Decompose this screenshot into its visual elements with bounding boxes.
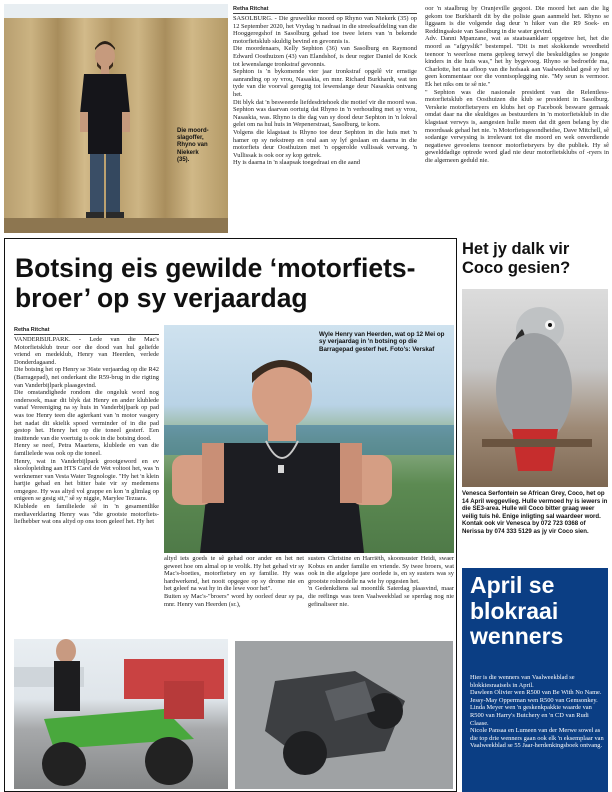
headline-line-1: Botsing eis gewilde ‘motorfiets- — [15, 253, 416, 283]
victim-photo — [4, 4, 228, 233]
main-byline: Retha Ritchat — [14, 327, 159, 335]
main-photo-caption: Wyle Henry van Heerden, wat op 12 Mei op sy verjaardag in 'n botsing op die Barragepad gesterf het. Foto's: Verskaf — [319, 331, 445, 353]
henry-photo — [164, 325, 454, 553]
rider-figure — [14, 639, 228, 789]
main-story-col-2: altyd iets goeds te sê gehad oor ander en het net geweet hoe om almal op te vrolik. Hy het gehad vir sy Mac's-boeties, motorfietsry en sy familie. Hy was hardwerkend, het nooit opgegee op sy drome nie en het geleef na wat hy in die lewe voor het". Buiten sy Mac's-"broers" word hy oorleef deur sy pa, mnr. Henry van Heerden (sr.), — [164, 555, 304, 608]
main-story-box — [4, 238, 457, 792]
man-gesture-figure — [164, 325, 454, 553]
coco-headline: Het jy dalk vir Coco gesien? — [462, 240, 571, 277]
photo-caption: Die moord- slagoffer, Rhyno van Niekerk (35). — [177, 128, 209, 163]
wreck-photo — [235, 641, 453, 789]
top-story-col-2: oor 'n staalbrug by Oranjeville gegooi. Die moord het aan die lig gekom toe Burkhardt dit by die polisie gaan aanmeld het. Rhyno se liggaam is die volgende dag deur 'n hiker van die R9 Soek- en Reddingsaksie van Sasolburg in die water gevind. Adv. Danni Mpanzane, wat as staatsaanklaer opgetree het, het die moord as "afgryslik" bestempel. "Dit is met skokkende wreedheid teenoor 'n weerlose mens gepleeg terwyl die beskuldigdes se jongste kinders in die huis was," het hy bygevoeg. Rhyno se bedroefde ma, Charlotte, het na afloop van die hofsaak aan Vaalweekblad gesê sy het geen kommentaar oor die vonnisoplegging nie. "My seun is vermoor. Ek het niks om te sê nie." " Sephton was die nasionale president van die Relentless-motorfietsklub en Oosthuizen die klub se president in Sasolburg. Verskeie motorfietsryers en klubs het op Facebook besware gemaak omdat daar na die skuldiges as bestuurders in 'n motorfietsklub in die klagstaat verwys is, aangesien hulle meen dat dit geen belang by die moordsaak gehad het nie. 'n Motorfietsgesondheidse, Dave Mitchell, sê sodanige verwysing is irrelevant tot die moord en wek onverdiende negatiewe gevoelens teenoor motorfietsryers by die publiek. Hy sê gewelddadige optrede word glad nie deur motorfietsklubs of -ryers in die algemeen geduld nie. — [425, 5, 609, 164]
parrot-figure — [462, 289, 608, 487]
main-headline — [15, 253, 455, 313]
winners-box — [462, 568, 608, 792]
top-byline: Retha Ritchat — [233, 6, 417, 14]
winners-body: Hier is die wenners van Vaalweekblad se blokkiesraaisels in April. Dawleen Olivier wen R500 van Be With No Name. Jessy-May Opperman wen R500 van Gemsonkey. Linda Meyer wen 'n geskenkpakkie waarde van R500 van Harry's Butchery en 'n CD van Rudi Claase. Nicole Pansaa en Lumeen van der Merwe sowel as die top drie wenners gaan ook elk 'n eksemplaar van Vaalweekblad se 55 Jaar-herdenkingsboek ontvang. — [470, 674, 604, 750]
top-story-col-1: SASOLBURG. - Die gruwelike moord op Rhyno van Niekerk (35) op 12 September 2020, het Vrydag 'n nadraai in die streeksafdeling van die Hooggeregshof in Sasolburg gehad toe twee leiers van 'n bekende motorfietsklub skuldig bevind en gevonnis is. Die moordenaars, Kelly Sephton (36) van Sasolburg en Raymond Edward Oosthuizen (43) van Elandshof, is deur regter Daniel de Kock tot lewenslange tronkstraf gevonnis. Sephton is 'n bykomende vier jaar tronkstraf opgelê vir ernstige aanranding op sy vrou, Nasaskia, en mnr. Richard Burkhardt, wat ten tyde van die voorval geregtig tot lewenslange deur Nasaskia ontvang het. Dit blyk dat 'n besweerde liefdesdriehoek die motief vir die moord was. Sephton was daarvan oortuig dat Rhyno in 'n verhouding met sy vrou, Nasaskia, was. Rhyno is die dag van sy dood deur Sephton in 'n lokval gelei om na hul huis in Wepenerstraat, Sasolburg, te kom. Volgens die klagstaat is Rhyno toe deur Sephton in die huis met 'n hamer op sy nekstreep en oral aan sy lyf geslaan en daarna in die motorfiets deur Oosthuizen met 'n opgerolde vullissak vervang. 'n Vullissak is ook oor sy kop getrek. Hy is daarna in 'n slaapsak toegedraai en die aand — [233, 15, 417, 167]
winners-headline: April se blokraai wenners — [470, 572, 564, 649]
motorcycle-rider-photo — [14, 639, 228, 789]
main-story-col-3: susters Christine en Harriëth, skoonsuster Heidi, swaer Kobus en ander familie en vriende. Sy twee broers, wat ook in die afgelope jare oorlede is, en sy susters was sy grootste rolmodelle na wie hy opgesien het. 'n Gedenkdiens sal moontlik Saterdag plaasvind, maar die reëlings was teen Vaalweekblad se sperdag nog nie gefinaliseer nie. — [308, 555, 454, 608]
headline-line-2: broer’ op sy verjaardag — [15, 283, 308, 313]
person-figure — [4, 4, 228, 233]
coco-caption: Venesca Serfontein se African Grey, Coco, het op 14 April weggevlieg. Hulle vermoed hy is iewers in die SE3-area. Hulle wil Coco bitter graag weer veilig tuis hê. Enige inligting sal waardeer word. Kontak ook vir Venesca by 072 723 0368 of Nerissa by 074 333 5129 as jy vir Coco sien. — [462, 490, 608, 535]
parrot-photo — [462, 289, 608, 487]
main-story-col-1: VANDERBIJLPARK. - Lede van die Mac's Motorfietsklub treur oor die dood van hul geliefde vriend en medeklub, Henry van Heerden, verlede Donderdagaand. Die botsing het op Henry se 36ste verjaardag op die R42 (Barragepad), net onderkant die R59-brug in die rigting van Vanderbijlpark plaasgevind. Die omstandighede rondom die ongeluk word nog ondersoek, maar dit blyk dat Henry en ander klublede vanaf Vereeniging na sy huis in Vanderbijlpark op pad was toe Henry teen die agterkant van 'n motor vasgery het nadat dit skielik spoed verminder of in die pad gestop het. Henry het op die toneel gesterf. Een insittende van die voertuig is ook in die botsing dood. Henry se neef, Petra Maartens, klublede en van die familielede was ook op die toneel. Henry, wat in Vanderbijlpark grootgeword en ev skoolopleiding aan HTS Carel de Wet voltooi het, was 'n werknemer van Vesta Water Tegnologie. "Hy het 'n klein hartjie gehad en het bitter baie vir sy medemens omgegee. Hy was altyd vol grappe en kon 'n glimlag op enigeen se gesig sit," sê sy niggie, Marylee Tezuara. Klublede en familielede sê in 'n gesamentlike mediaverklaring Henry was "die grootste motorfiets-liefhebber wat ons altyd op ons toon geleef het. Hy het — [14, 336, 159, 526]
wreck-figure — [235, 641, 453, 789]
